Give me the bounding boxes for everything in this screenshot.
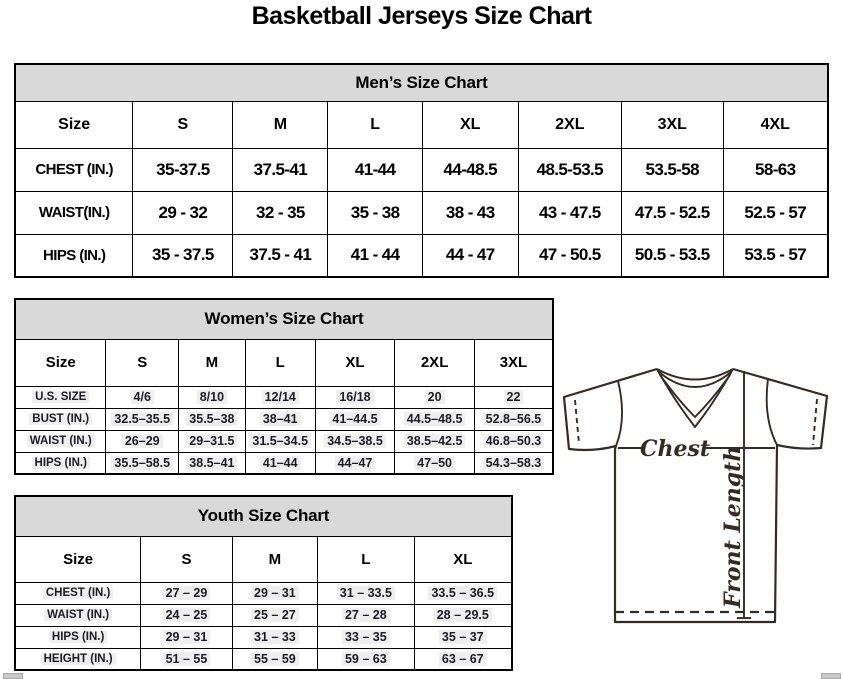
youth-chart-cell-2-0: 29 – 31 xyxy=(141,626,232,648)
womens-chart-colhead-1: S xyxy=(106,339,179,386)
youth-chart-title: Youth Size Chart xyxy=(15,496,512,536)
youth-chart-row-1 xyxy=(15,604,512,626)
womens-chart-cell-1-3: 41–44.5 xyxy=(315,408,395,430)
mens-chart-cell-1-1: 32 - 35 xyxy=(233,191,328,234)
womens-chart-cell-0-1: 8/10 xyxy=(179,386,246,408)
womens-chart-cell-3-3: 44–47 xyxy=(315,452,395,474)
youth-chart-rowlabel-2: HIPS (IN.) xyxy=(15,626,141,648)
youth-chart-cell-3-1: 55 – 59 xyxy=(232,648,317,670)
youth-chart-colhead-4: XL xyxy=(414,536,512,582)
mens-chart-colhead-4: XL xyxy=(422,101,518,148)
mens-chart-title: Men’s Size Chart xyxy=(15,64,828,101)
mens-chart-colhead-2: M xyxy=(233,101,328,148)
mens-chart-cell-2-1: 37.5 - 41 xyxy=(233,234,328,277)
scrollbar-fragment-left[interactable] xyxy=(3,673,23,679)
womens-chart-title: Women’s Size Chart xyxy=(15,299,553,339)
mens-chart-cell-0-4: 48.5-53.5 xyxy=(518,148,621,191)
womens-chart-cell-0-2: 12/14 xyxy=(245,386,315,408)
mens-chart-cell-0-6: 58-63 xyxy=(723,148,828,191)
mens-chart-cell-1-0: 29 - 32 xyxy=(133,191,233,234)
womens-chart-rowlabel-3: HIPS (IN.) xyxy=(15,452,106,474)
youth-chart-cell-1-0: 24 – 25 xyxy=(141,604,232,626)
mens-chart-rowlabel-1: WAIST(IN.) xyxy=(15,191,133,234)
mens-chart-row-0 xyxy=(15,148,828,191)
mens-chart-cell-2-6: 53.5 - 57 xyxy=(723,234,828,277)
womens-chart-rowlabel-1: BUST (IN.) xyxy=(15,408,106,430)
front-length-label: Front Length xyxy=(720,445,746,608)
youth-chart-rowlabel-0: CHEST (IN.) xyxy=(15,582,141,604)
youth-chart-cell-1-1: 25 – 27 xyxy=(232,604,317,626)
mens-chart-cell-2-0: 35 - 37.5 xyxy=(133,234,233,277)
womens-chart-cell-2-5: 46.8–50.3 xyxy=(474,430,553,452)
mens-chart-cell-1-2: 35 - 38 xyxy=(328,191,422,234)
youth-chart-cell-1-3: 28 – 29.5 xyxy=(414,604,512,626)
womens-size-table xyxy=(14,298,554,475)
mens-chart-colhead-3: L xyxy=(328,101,422,148)
right-sleeve-dashed-line xyxy=(813,399,817,445)
womens-chart-cell-2-3: 34.5–38.5 xyxy=(315,430,395,452)
womens-chart-colhead-5: 2XL xyxy=(395,339,475,386)
womens-chart-cell-0-0: 4/6 xyxy=(106,386,179,408)
mens-chart-cell-0-5: 53.5-58 xyxy=(621,148,723,191)
womens-chart-cell-1-4: 44.5–48.5 xyxy=(395,408,475,430)
right-armhole-seam xyxy=(767,379,777,445)
youth-size-table xyxy=(14,495,513,671)
womens-chart-colhead-2: M xyxy=(179,339,246,386)
youth-chart-cell-2-1: 31 – 33 xyxy=(232,626,317,648)
youth-chart-cell-0-2: 31 – 33.5 xyxy=(318,582,414,604)
youth-chart-colhead-3: L xyxy=(318,536,414,582)
jersey-outline-icon xyxy=(556,366,834,628)
womens-chart-cell-2-1: 29–31.5 xyxy=(179,430,246,452)
youth-chart-cell-3-2: 59 – 63 xyxy=(318,648,414,670)
mens-chart-cell-2-5: 50.5 - 53.5 xyxy=(621,234,723,277)
womens-chart-cell-3-5: 54.3–58.3 xyxy=(474,452,553,474)
mens-chart-colhead-0: Size xyxy=(15,101,133,148)
left-sleeve-dashed-line xyxy=(575,400,579,444)
jersey-body-outline xyxy=(564,369,827,622)
vneck-inner xyxy=(660,375,730,417)
youth-chart-row-2 xyxy=(15,626,512,648)
womens-chart-colhead-3: L xyxy=(245,339,315,386)
womens-chart-colhead-0: Size xyxy=(15,339,106,386)
mens-chart-rowlabel-0: CHEST (IN.) xyxy=(15,148,133,191)
womens-chart-cell-1-1: 35.5–38 xyxy=(179,408,246,430)
mens-chart-row-2 xyxy=(15,234,828,277)
womens-chart-rowlabel-0: U.S. SIZE xyxy=(15,386,106,408)
mens-chart-row-1 xyxy=(15,191,828,234)
womens-chart-cell-1-2: 38–41 xyxy=(245,408,315,430)
womens-chart-cell-0-5: 22 xyxy=(474,386,553,408)
mens-chart-colhead-6: 3XL xyxy=(621,101,723,148)
womens-chart-row-0 xyxy=(15,386,553,408)
womens-chart-cell-3-1: 38.5–41 xyxy=(179,452,246,474)
youth-chart-colhead-2: M xyxy=(232,536,317,582)
womens-chart-rowlabel-2: WAIST (IN.) xyxy=(15,430,106,452)
mens-chart-cell-1-6: 52.5 - 57 xyxy=(723,191,828,234)
mens-chart-colhead-5: 2XL xyxy=(518,101,621,148)
mens-chart-cell-1-3: 38 - 43 xyxy=(422,191,518,234)
mens-chart-cell-1-5: 47.5 - 52.5 xyxy=(621,191,723,234)
youth-chart-cell-3-0: 51 – 55 xyxy=(141,648,232,670)
mens-chart-colhead-7: 4XL xyxy=(723,101,828,148)
womens-chart-cell-3-0: 35.5–58.5 xyxy=(106,452,179,474)
youth-chart-colhead-0: Size xyxy=(15,536,141,582)
youth-chart-row-3 xyxy=(15,648,512,670)
mens-chart-cell-0-0: 35-37.5 xyxy=(133,148,233,191)
womens-chart-cell-0-3: 16/18 xyxy=(315,386,395,408)
jersey-measurement-diagram xyxy=(556,366,834,628)
mens-chart-cell-1-4: 43 - 47.5 xyxy=(518,191,621,234)
womens-chart-cell-2-0: 26–29 xyxy=(106,430,179,452)
youth-chart-cell-2-3: 35 – 37 xyxy=(414,626,512,648)
womens-chart-cell-0-4: 20 xyxy=(395,386,475,408)
mens-chart-cell-2-2: 41 - 44 xyxy=(328,234,422,277)
mens-size-table xyxy=(14,63,829,278)
mens-chart-cell-2-3: 44 - 47 xyxy=(422,234,518,277)
womens-chart-cell-3-2: 41–44 xyxy=(245,452,315,474)
youth-chart-cell-0-3: 33.5 – 36.5 xyxy=(414,582,512,604)
womens-chart-colhead-6: 3XL xyxy=(474,339,553,386)
mens-chart-cell-0-3: 44-48.5 xyxy=(422,148,518,191)
mens-chart-colhead-1: S xyxy=(133,101,233,148)
womens-chart-row-3 xyxy=(15,452,553,474)
womens-chart-cell-1-5: 52.8–56.5 xyxy=(474,408,553,430)
youth-chart-cell-2-2: 33 – 35 xyxy=(318,626,414,648)
scrollbar-fragment-right[interactable] xyxy=(821,673,841,679)
womens-chart-row-1 xyxy=(15,408,553,430)
page-title: Basketball Jerseys Size Chart xyxy=(251,2,592,30)
youth-chart-cell-1-2: 27 – 28 xyxy=(318,604,414,626)
chest-label: Chest xyxy=(639,436,711,462)
youth-chart-rowlabel-3: HEIGHT (IN.) xyxy=(15,648,141,670)
youth-chart-cell-0-0: 27 – 29 xyxy=(141,582,232,604)
mens-chart-cell-0-1: 37.5-41 xyxy=(233,148,328,191)
youth-chart-rowlabel-1: WAIST (IN.) xyxy=(15,604,141,626)
mens-chart-cell-2-4: 47 - 50.5 xyxy=(518,234,621,277)
youth-chart-cell-3-3: 63 – 67 xyxy=(414,648,512,670)
womens-chart-row-2 xyxy=(15,430,553,452)
womens-chart-cell-1-0: 32.5–35.5 xyxy=(106,408,179,430)
womens-chart-cell-2-2: 31.5–34.5 xyxy=(245,430,315,452)
youth-chart-row-0 xyxy=(15,582,512,604)
mens-chart-rowlabel-2: HIPS (IN.) xyxy=(15,234,133,277)
womens-chart-cell-3-4: 47–50 xyxy=(395,452,475,474)
mens-chart-cell-0-2: 41-44 xyxy=(328,148,422,191)
youth-chart-cell-0-1: 29 – 31 xyxy=(232,582,317,604)
youth-chart-colhead-1: S xyxy=(141,536,232,582)
womens-chart-colhead-4: XL xyxy=(315,339,395,386)
left-armhole-seam xyxy=(616,381,622,446)
womens-chart-cell-2-4: 38.5–42.5 xyxy=(395,430,475,452)
